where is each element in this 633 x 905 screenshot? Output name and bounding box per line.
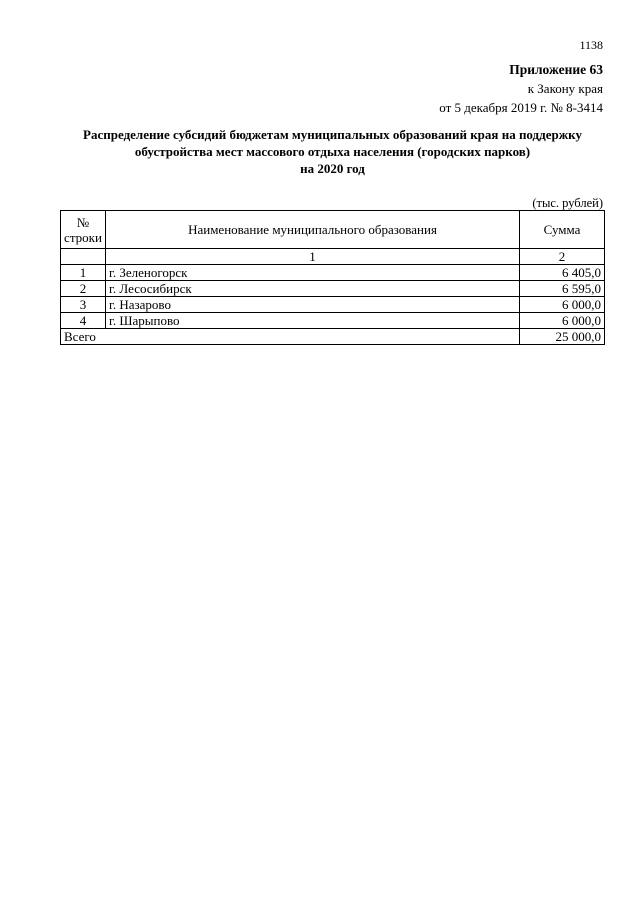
total-label: Всего: [61, 329, 520, 345]
title-line-2: обустройства мест массового отдыха населения (городских парков): [134, 144, 531, 159]
subsidy-table: [60, 210, 605, 345]
appendix-title: Приложение 63: [509, 62, 603, 77]
header-row-number: [61, 211, 106, 249]
table-row: [61, 313, 605, 329]
row-sum: 6 000,0: [520, 313, 605, 329]
row-sum: 6 000,0: [520, 297, 605, 313]
row-number: 3: [61, 297, 106, 313]
header-name: Наименование муниципального образования: [106, 211, 520, 249]
row-name: г. Зеленогорск: [106, 265, 520, 281]
total-sum: 25 000,0: [520, 329, 605, 345]
row-number: 1: [61, 265, 106, 281]
table-row: [61, 297, 605, 313]
header-number-word: строки: [64, 229, 102, 245]
row-sum: 6 595,0: [520, 281, 605, 297]
row-name: г. Шарыпово: [106, 313, 520, 329]
row-name: г. Лесосибирск: [106, 281, 520, 297]
row-number: 2: [61, 281, 106, 297]
document-title: [60, 126, 605, 177]
total-row: [61, 329, 605, 345]
appendix-law-ref: к Закону края: [527, 81, 603, 96]
row-number: 4: [61, 313, 106, 329]
column-number-empty: [61, 249, 106, 265]
title-line-1: Распределение субсидий бюджетам муниципальных образований края на поддержку: [83, 127, 582, 142]
table-row: [61, 265, 605, 281]
header-number-sign: №: [76, 214, 90, 230]
table-row: [61, 281, 605, 297]
units-label: (тыс. рублей): [532, 196, 603, 210]
column-number-name: 1: [106, 249, 520, 265]
header-row: [61, 211, 605, 249]
page-number: 1138: [579, 38, 603, 52]
appendix-law-date: от 5 декабря 2019 г. № 8-3414: [439, 100, 603, 115]
header-sum: Сумма: [520, 211, 605, 249]
title-line-3: на 2020 год: [300, 161, 365, 176]
column-number-row: [61, 249, 605, 265]
row-sum: 6 405,0: [520, 265, 605, 281]
column-number-sum: 2: [520, 249, 605, 265]
row-name: г. Назарово: [106, 297, 520, 313]
appendix-block: [439, 60, 603, 117]
